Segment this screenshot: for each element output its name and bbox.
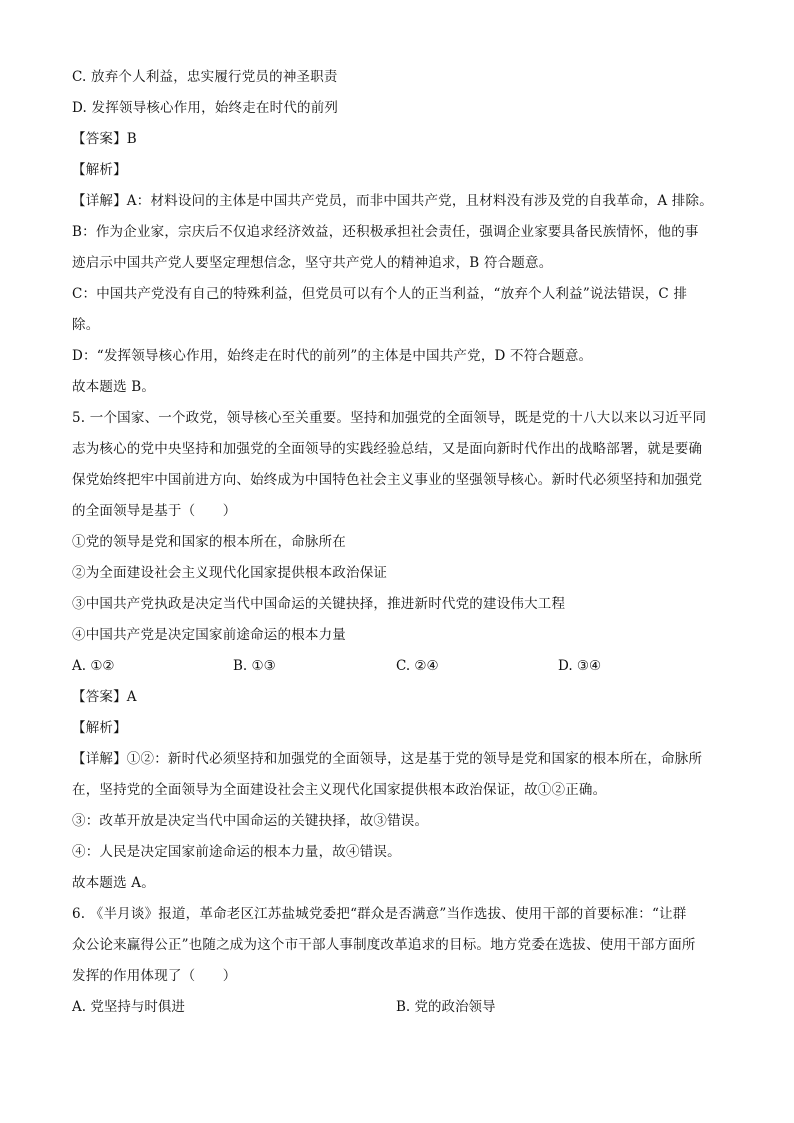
q4-conclusion: 故本题选 B。: [72, 379, 156, 395]
q5-stem-line: 志为核心的党中央坚持和加强党的全面领导的实践经验总结，又是面向新时代作出的战略部署，就是要确: [72, 441, 703, 457]
q5-options: [72, 651, 722, 682]
q5-option-a: A. ①②: [72, 658, 115, 674]
q5-conclusion: 故本题选 A。: [72, 875, 155, 891]
q4-detail-line: 除。: [72, 317, 100, 333]
q6-option-b: B. 党的政治领导: [396, 999, 496, 1015]
q5-statement-4: ④中国共产党是决定国家前途命运的根本力量: [72, 627, 346, 643]
q5-option-b: B. ①③: [233, 658, 276, 674]
q5-answer: 【答案】A: [72, 689, 137, 705]
q4-detail-line: C：中国共产党没有自己的特殊利益，但党员可以有个人的正当利益，“放弃个人利益”说法错误，C 排: [72, 286, 688, 302]
q5-statement-2: ②为全面建设社会主义现代化国家提供根本政治保证: [72, 565, 388, 581]
q5-stem-line: 保党始终把牢中国前进方向、始终成为中国特色社会主义事业的坚强领导核心。新时代必须坚持和加强党: [72, 472, 703, 488]
document-page: [72, 62, 722, 1023]
q5-option-c: C. ②④: [396, 658, 439, 674]
q5-analysis-heading: 【解析】: [72, 720, 127, 736]
q4-option-c: C. 放弃个人利益，忠实履行党员的神圣职责: [72, 69, 338, 85]
q6-stem-line: 6. 《半月谈》报道，革命老区江苏盐城党委把“群众是否满意”当作选拔、使用干部的首要标准：“让群: [72, 906, 687, 922]
q4-option-d: D. 发挥领导核心作用，始终走在时代的前列: [72, 100, 339, 116]
q5-statement-1: ①党的领导是党和国家的根本所在，命脉所在: [72, 534, 346, 550]
q4-answer: 【答案】B: [72, 131, 137, 147]
q5-detail-line: 在，坚持党的全面领导为全面建设社会主义现代化国家提供根本政治保证，故①②正确。: [72, 782, 607, 798]
q6-stem-line: 发挥的作用体现了（ ）: [72, 968, 237, 984]
q5-statement-3: ③中国共产党执政是决定当代中国命运的关键抉择，推进新时代党的建设伟大工程: [72, 596, 566, 612]
q5-detail-line: 【详解】①②：新时代必须坚持和加强党的全面领导，这是基于党的领导是党和国家的根本所在，命脉所: [72, 751, 703, 767]
q6-stem-line: 众公论来赢得公正”也随之成为这个市干部人事制度改革追求的目标。地方党委在选拔、使用干部方面所: [72, 937, 696, 953]
q4-detail-line: B：作为企业家，宗庆后不仅追求经济效益，还积极承担社会责任，强调企业家要具备民族情怀，他的事: [72, 224, 699, 240]
q4-detail-line: 迹启示中国共产党人要坚定理想信念，坚守共产党人的精神追求，B 符合题意。: [72, 255, 553, 271]
q4-analysis-heading: 【解析】: [72, 162, 127, 178]
q6-options: [72, 992, 722, 1023]
q5-stem-line: 的全面领导是基于（ ）: [72, 503, 237, 519]
q4-detail-line: D：“发挥领导核心作用，始终走在时代的前列”的主体是中国共产党，D 不符合题意。: [72, 348, 593, 364]
q4-detail-line: 【详解】A：材料设问的主体是中国共产党员，而非中国共产党，且材料没有涉及党的自我革命，A 排除。: [72, 193, 713, 209]
q5-option-d: D. ③④: [558, 658, 602, 674]
q5-detail-line: ③：改革开放是决定当代中国命运的关键抉择，故③错误。: [72, 813, 429, 829]
q6-option-a: A. 党坚持与时俱进: [72, 999, 185, 1015]
q5-detail-line: ④：人民是决定国家前途命运的根本力量，故④错误。: [72, 844, 401, 860]
q5-stem-line: 5. 一个国家、一个政党，领导核心至关重要。坚持和加强党的全面领导，既是党的十八大以来以习近平同: [72, 410, 707, 426]
